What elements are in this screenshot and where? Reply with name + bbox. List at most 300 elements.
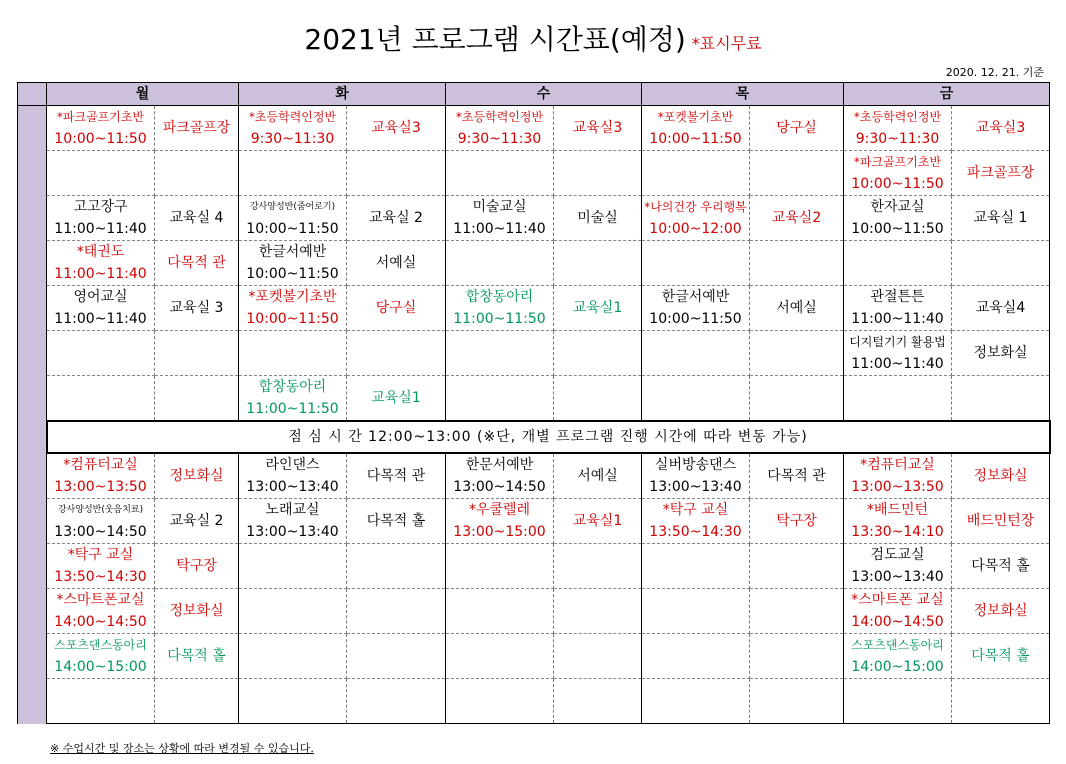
program-cell bbox=[642, 241, 750, 286]
program-time: 13:00~13:40 bbox=[649, 479, 742, 495]
program-cell bbox=[47, 241, 155, 286]
program-name: *컴퓨터교실 bbox=[860, 457, 935, 473]
day-header-tue: 화 bbox=[239, 83, 446, 106]
program-cell bbox=[446, 544, 554, 589]
program-cell bbox=[239, 544, 347, 589]
program-cell bbox=[446, 499, 554, 544]
program-name: *초등학력인정반 bbox=[853, 110, 942, 124]
program-name bbox=[446, 589, 553, 611]
program-time bbox=[642, 611, 749, 633]
place-label: 정보화실 bbox=[169, 468, 224, 484]
program-cell bbox=[844, 499, 952, 544]
program-name bbox=[642, 151, 749, 173]
program-time: 11:00~11:40 bbox=[453, 221, 546, 237]
program-time bbox=[446, 263, 553, 285]
program-time: 11:00~11:50 bbox=[453, 311, 546, 327]
page-title-block bbox=[0, 18, 1066, 58]
program-time bbox=[642, 263, 749, 285]
program-name bbox=[239, 331, 346, 353]
program-place bbox=[155, 679, 239, 724]
schedule-row bbox=[18, 331, 1050, 376]
program-name bbox=[446, 544, 553, 566]
program-place bbox=[554, 286, 642, 331]
program-name bbox=[47, 679, 154, 701]
program-place bbox=[347, 196, 446, 241]
program-place bbox=[952, 376, 1050, 422]
program-place bbox=[952, 679, 1050, 724]
program-place bbox=[554, 589, 642, 634]
program-time bbox=[844, 398, 951, 420]
side-bar bbox=[18, 106, 47, 724]
program-name: 검도교실 bbox=[870, 547, 925, 563]
program-cell bbox=[642, 331, 750, 376]
program-time: 14:00~14:50 bbox=[851, 614, 944, 630]
program-name bbox=[642, 679, 749, 701]
program-time: 13:00~13:40 bbox=[851, 569, 944, 585]
place-label: 교육실1 bbox=[371, 390, 421, 406]
program-place bbox=[347, 241, 446, 286]
program-cell bbox=[446, 453, 554, 499]
program-name: 노래교실 bbox=[265, 502, 320, 518]
place-label: 다목적 홀 bbox=[971, 558, 1030, 574]
schedule-row bbox=[18, 286, 1050, 331]
program-place bbox=[750, 679, 844, 724]
program-place bbox=[554, 453, 642, 499]
program-name: 강사양성반(줌어로기) bbox=[249, 202, 336, 212]
program-place bbox=[155, 453, 239, 499]
schedule-row bbox=[18, 544, 1050, 589]
day-header-row bbox=[18, 83, 1050, 106]
program-time: 13:00~13:50 bbox=[54, 479, 147, 495]
program-name bbox=[642, 634, 749, 656]
program-cell bbox=[239, 151, 347, 196]
program-time bbox=[446, 611, 553, 633]
program-place bbox=[952, 499, 1050, 544]
program-name: *탁구 교실 bbox=[67, 547, 134, 563]
program-cell bbox=[239, 196, 347, 241]
program-time bbox=[642, 173, 749, 195]
place-label: 교육실3 bbox=[572, 120, 623, 136]
program-name: 합창동아리 bbox=[258, 379, 327, 395]
program-name: 영어교실 bbox=[73, 289, 128, 305]
program-place bbox=[750, 376, 844, 422]
program-name bbox=[446, 331, 553, 353]
program-time bbox=[446, 398, 553, 420]
program-cell bbox=[844, 453, 952, 499]
program-cell bbox=[642, 589, 750, 634]
program-place bbox=[750, 241, 844, 286]
program-cell bbox=[844, 196, 952, 241]
program-place bbox=[750, 331, 844, 376]
program-name bbox=[239, 544, 346, 566]
program-name bbox=[446, 376, 553, 398]
program-time: 10:00~12:00 bbox=[649, 221, 742, 237]
place-label: 다목적 관 bbox=[167, 255, 226, 271]
program-cell bbox=[47, 679, 155, 724]
program-time: 10:00~11:50 bbox=[246, 221, 339, 237]
day-header-mon: 월 bbox=[47, 83, 239, 106]
program-name bbox=[642, 241, 749, 263]
program-name: *배드민턴 bbox=[866, 502, 929, 518]
program-time bbox=[239, 353, 346, 375]
program-time bbox=[446, 173, 553, 195]
program-cell bbox=[47, 544, 155, 589]
place-label: 교육실1 bbox=[572, 300, 623, 316]
program-time bbox=[642, 656, 749, 678]
program-time bbox=[446, 701, 553, 723]
program-place bbox=[750, 453, 844, 499]
program-time bbox=[642, 701, 749, 723]
program-name bbox=[844, 376, 951, 398]
program-time: 13:00~13:40 bbox=[246, 524, 339, 540]
program-name bbox=[47, 331, 154, 353]
program-cell bbox=[642, 453, 750, 499]
program-time: 13:00~14:50 bbox=[54, 524, 147, 540]
schedule-row bbox=[18, 241, 1050, 286]
program-time: 11:00~11:50 bbox=[246, 401, 339, 417]
program-time bbox=[844, 701, 951, 723]
program-place bbox=[155, 376, 239, 422]
program-time: 13:50~14:30 bbox=[54, 569, 147, 585]
program-name: 라인댄스 bbox=[265, 457, 320, 473]
program-place bbox=[750, 196, 844, 241]
place-label: 배드민턴장 bbox=[966, 513, 1035, 529]
program-place bbox=[750, 499, 844, 544]
schedule-row bbox=[18, 589, 1050, 634]
program-time bbox=[47, 701, 154, 723]
lunch-row bbox=[18, 421, 1050, 453]
program-place bbox=[347, 286, 446, 331]
program-name: 관절튼튼 bbox=[870, 289, 925, 305]
program-time: 9:30~11:30 bbox=[457, 131, 542, 147]
program-name bbox=[642, 376, 749, 398]
program-cell bbox=[642, 151, 750, 196]
program-time bbox=[642, 566, 749, 588]
program-place bbox=[952, 589, 1050, 634]
program-time: 11:00~11:40 bbox=[54, 221, 147, 237]
program-place bbox=[554, 241, 642, 286]
schedule-body bbox=[18, 106, 1050, 724]
program-name: 실버방송댄스 bbox=[654, 457, 737, 473]
program-name bbox=[47, 151, 154, 173]
schedule-row bbox=[18, 499, 1050, 544]
header-corner bbox=[18, 83, 47, 106]
program-name: *우쿨렐레 bbox=[468, 502, 531, 518]
program-cell bbox=[239, 589, 347, 634]
schedule-row bbox=[18, 679, 1050, 724]
program-name: 합창동아리 bbox=[465, 289, 534, 305]
program-place bbox=[347, 634, 446, 679]
program-time bbox=[239, 656, 346, 678]
program-place bbox=[750, 634, 844, 679]
program-time: 14:00~15:00 bbox=[851, 659, 944, 675]
program-time: 11:00~11:40 bbox=[851, 356, 944, 372]
place-label: 다목적 관 bbox=[767, 468, 826, 484]
program-cell bbox=[239, 376, 347, 422]
program-time: 11:00~11:40 bbox=[54, 266, 147, 282]
program-place bbox=[750, 589, 844, 634]
program-name bbox=[844, 679, 951, 701]
program-name: *탁구 교실 bbox=[662, 502, 729, 518]
program-time bbox=[47, 173, 154, 195]
day-header-thu: 목 bbox=[642, 83, 844, 106]
program-place bbox=[347, 331, 446, 376]
program-time: 10:00~11:50 bbox=[851, 221, 944, 237]
program-time bbox=[642, 398, 749, 420]
program-name: 강사양성반(웃음치료) bbox=[57, 505, 144, 515]
program-cell bbox=[446, 376, 554, 422]
program-place bbox=[952, 634, 1050, 679]
schedule-row bbox=[18, 376, 1050, 422]
program-cell bbox=[844, 589, 952, 634]
program-cell bbox=[47, 453, 155, 499]
program-place bbox=[155, 151, 239, 196]
place-label: 서예실 bbox=[577, 468, 618, 484]
footer-note: ※ 수업시간 및 장소는 상황에 따라 변경될 수 있습니다. bbox=[50, 742, 314, 755]
program-place bbox=[554, 634, 642, 679]
program-cell bbox=[446, 241, 554, 286]
program-name: *나의건강 우리행복 bbox=[644, 200, 747, 214]
place-label: 다목적 홀 bbox=[971, 648, 1030, 664]
schedule-row bbox=[18, 453, 1050, 499]
program-name: *파크골프기초반 bbox=[853, 155, 942, 169]
place-label: 당구실 bbox=[776, 120, 817, 136]
program-place bbox=[554, 376, 642, 422]
program-time: 10:00~11:50 bbox=[246, 266, 339, 282]
program-place bbox=[347, 589, 446, 634]
program-cell bbox=[239, 286, 347, 331]
program-place bbox=[155, 499, 239, 544]
program-place bbox=[155, 634, 239, 679]
program-place bbox=[554, 151, 642, 196]
place-label: 다목적 관 bbox=[366, 468, 426, 484]
program-time: 10:00~11:50 bbox=[246, 311, 339, 327]
program-name: *포켓볼기초반 bbox=[657, 110, 734, 124]
program-place bbox=[554, 106, 642, 151]
program-place bbox=[952, 544, 1050, 589]
program-time: 11:00~11:40 bbox=[54, 311, 147, 327]
program-cell bbox=[47, 376, 155, 422]
program-place bbox=[750, 544, 844, 589]
program-name bbox=[642, 331, 749, 353]
place-label: 정보화실 bbox=[973, 468, 1028, 484]
program-time bbox=[239, 173, 346, 195]
program-place bbox=[347, 453, 446, 499]
program-name: *파크골프기초반 bbox=[56, 110, 145, 124]
program-cell bbox=[844, 331, 952, 376]
place-label: 정보화실 bbox=[973, 603, 1028, 619]
place-label: 탁구장 bbox=[176, 558, 217, 574]
program-place bbox=[347, 151, 446, 196]
program-cell bbox=[47, 286, 155, 331]
place-label: 당구실 bbox=[375, 300, 417, 316]
program-place bbox=[554, 544, 642, 589]
place-label: 파크골프장 bbox=[966, 165, 1035, 181]
program-place bbox=[554, 679, 642, 724]
page-title: 2021년 프로그램 시간표(예정) bbox=[304, 23, 686, 56]
program-place bbox=[347, 544, 446, 589]
program-time: 13:00~15:00 bbox=[453, 524, 546, 540]
program-time: 13:30~14:10 bbox=[851, 524, 944, 540]
program-time bbox=[446, 566, 553, 588]
program-place bbox=[952, 196, 1050, 241]
place-label: 파크골프장 bbox=[162, 120, 231, 136]
program-time bbox=[47, 398, 154, 420]
place-label: 미술실 bbox=[577, 210, 618, 226]
program-name bbox=[446, 151, 553, 173]
place-label: 서예실 bbox=[375, 255, 417, 271]
program-place bbox=[347, 499, 446, 544]
program-time bbox=[844, 263, 951, 285]
program-cell bbox=[844, 634, 952, 679]
program-name: *초등학력인정반 bbox=[455, 110, 544, 124]
program-time: 9:30~11:30 bbox=[855, 131, 940, 147]
program-name: 디지털기기 활용법 bbox=[849, 335, 946, 349]
day-header-fri: 금 bbox=[844, 83, 1050, 106]
program-name bbox=[642, 544, 749, 566]
program-cell bbox=[844, 286, 952, 331]
program-name bbox=[844, 241, 951, 263]
program-place bbox=[750, 106, 844, 151]
program-cell bbox=[642, 499, 750, 544]
program-cell bbox=[446, 151, 554, 196]
program-cell bbox=[47, 196, 155, 241]
program-time bbox=[446, 656, 553, 678]
program-name: *스마트폰 교실 bbox=[851, 592, 944, 608]
program-cell bbox=[446, 286, 554, 331]
program-place bbox=[952, 151, 1050, 196]
program-time: 10:00~11:50 bbox=[649, 131, 742, 147]
program-cell bbox=[844, 544, 952, 589]
reference-date: 2020. 12. 21. 기준 bbox=[945, 66, 1044, 79]
program-cell bbox=[446, 106, 554, 151]
program-name bbox=[446, 634, 553, 656]
program-place bbox=[952, 241, 1050, 286]
program-cell bbox=[844, 376, 952, 422]
place-label: 교육실 3 bbox=[169, 300, 224, 316]
program-cell bbox=[642, 544, 750, 589]
program-name: 고고장구 bbox=[73, 199, 128, 215]
program-time: 11:00~11:40 bbox=[851, 311, 944, 327]
program-name: 미술교실 bbox=[472, 199, 527, 215]
program-cell bbox=[642, 106, 750, 151]
program-name: *초등학력인정반 bbox=[248, 110, 337, 124]
program-cell bbox=[844, 106, 952, 151]
program-time bbox=[239, 566, 346, 588]
program-place bbox=[750, 151, 844, 196]
program-cell bbox=[844, 679, 952, 724]
program-time bbox=[446, 353, 553, 375]
program-place bbox=[155, 544, 239, 589]
place-label: 교육실3 bbox=[371, 120, 421, 136]
program-cell bbox=[642, 196, 750, 241]
program-name bbox=[642, 589, 749, 611]
free-note: *표시무료 bbox=[691, 34, 762, 53]
program-place bbox=[554, 196, 642, 241]
place-label: 교육실1 bbox=[572, 513, 623, 529]
place-label: 교육실 2 bbox=[169, 513, 224, 529]
program-time: 14:00~15:00 bbox=[54, 659, 147, 675]
program-cell bbox=[844, 241, 952, 286]
program-cell bbox=[844, 151, 952, 196]
program-time: 9:30~11:30 bbox=[250, 131, 335, 147]
program-place bbox=[155, 196, 239, 241]
program-time: 14:00~14:50 bbox=[54, 614, 147, 630]
place-label: 교육실3 bbox=[975, 120, 1026, 136]
program-time: 10:00~11:50 bbox=[851, 176, 944, 192]
program-name: 스포츠댄스동아리 bbox=[54, 638, 147, 652]
program-place bbox=[554, 499, 642, 544]
program-cell bbox=[446, 679, 554, 724]
program-time: 13:00~13:40 bbox=[246, 479, 339, 495]
program-name bbox=[446, 241, 553, 263]
program-name: 스포츠댄스동아리 bbox=[851, 638, 944, 652]
place-label: 정보화실 bbox=[169, 603, 224, 619]
schedule-row bbox=[18, 196, 1050, 241]
program-place bbox=[952, 286, 1050, 331]
program-cell bbox=[239, 331, 347, 376]
lunch-banner: 점 심 시 간 12:00~13:00 (※단, 개별 프로그램 진행 시간에 따라 변동 가능) bbox=[47, 421, 1050, 453]
program-name bbox=[239, 589, 346, 611]
program-cell bbox=[642, 679, 750, 724]
program-cell bbox=[239, 679, 347, 724]
place-label: 교육실 4 bbox=[169, 210, 224, 226]
program-cell bbox=[446, 196, 554, 241]
schedule-table bbox=[17, 82, 1051, 724]
program-name: 한문서예반 bbox=[465, 457, 534, 473]
place-label: 다목적 홀 bbox=[366, 513, 426, 529]
day-header-wed: 수 bbox=[446, 83, 642, 106]
program-name: 한글서예반 bbox=[661, 289, 730, 305]
program-place bbox=[750, 286, 844, 331]
program-place bbox=[347, 376, 446, 422]
program-cell bbox=[47, 499, 155, 544]
program-cell bbox=[239, 106, 347, 151]
program-name bbox=[446, 679, 553, 701]
program-cell bbox=[239, 453, 347, 499]
program-cell bbox=[47, 151, 155, 196]
program-name: *태권도 bbox=[76, 244, 125, 260]
program-cell bbox=[446, 589, 554, 634]
program-place bbox=[155, 106, 239, 151]
program-cell bbox=[239, 634, 347, 679]
program-cell bbox=[47, 106, 155, 151]
program-cell bbox=[642, 286, 750, 331]
program-name bbox=[239, 679, 346, 701]
program-cell bbox=[446, 634, 554, 679]
program-name: *스마트폰교실 bbox=[56, 592, 145, 608]
program-name bbox=[239, 634, 346, 656]
place-label: 교육실4 bbox=[975, 300, 1026, 316]
place-label: 교육실2 bbox=[771, 210, 822, 226]
program-cell bbox=[446, 331, 554, 376]
program-time bbox=[642, 353, 749, 375]
program-time: 10:00~11:50 bbox=[54, 131, 147, 147]
program-cell bbox=[47, 331, 155, 376]
program-time: 13:00~13:50 bbox=[851, 479, 944, 495]
program-cell bbox=[47, 589, 155, 634]
place-label: 다목적 홀 bbox=[167, 648, 226, 664]
program-place bbox=[155, 241, 239, 286]
program-time: 10:00~11:50 bbox=[649, 311, 742, 327]
program-time bbox=[239, 701, 346, 723]
program-cell bbox=[239, 241, 347, 286]
program-place bbox=[155, 589, 239, 634]
program-place bbox=[155, 286, 239, 331]
program-name: *포켓볼기초반 bbox=[248, 289, 337, 305]
program-cell bbox=[239, 499, 347, 544]
place-label: 교육실 1 bbox=[973, 210, 1028, 226]
